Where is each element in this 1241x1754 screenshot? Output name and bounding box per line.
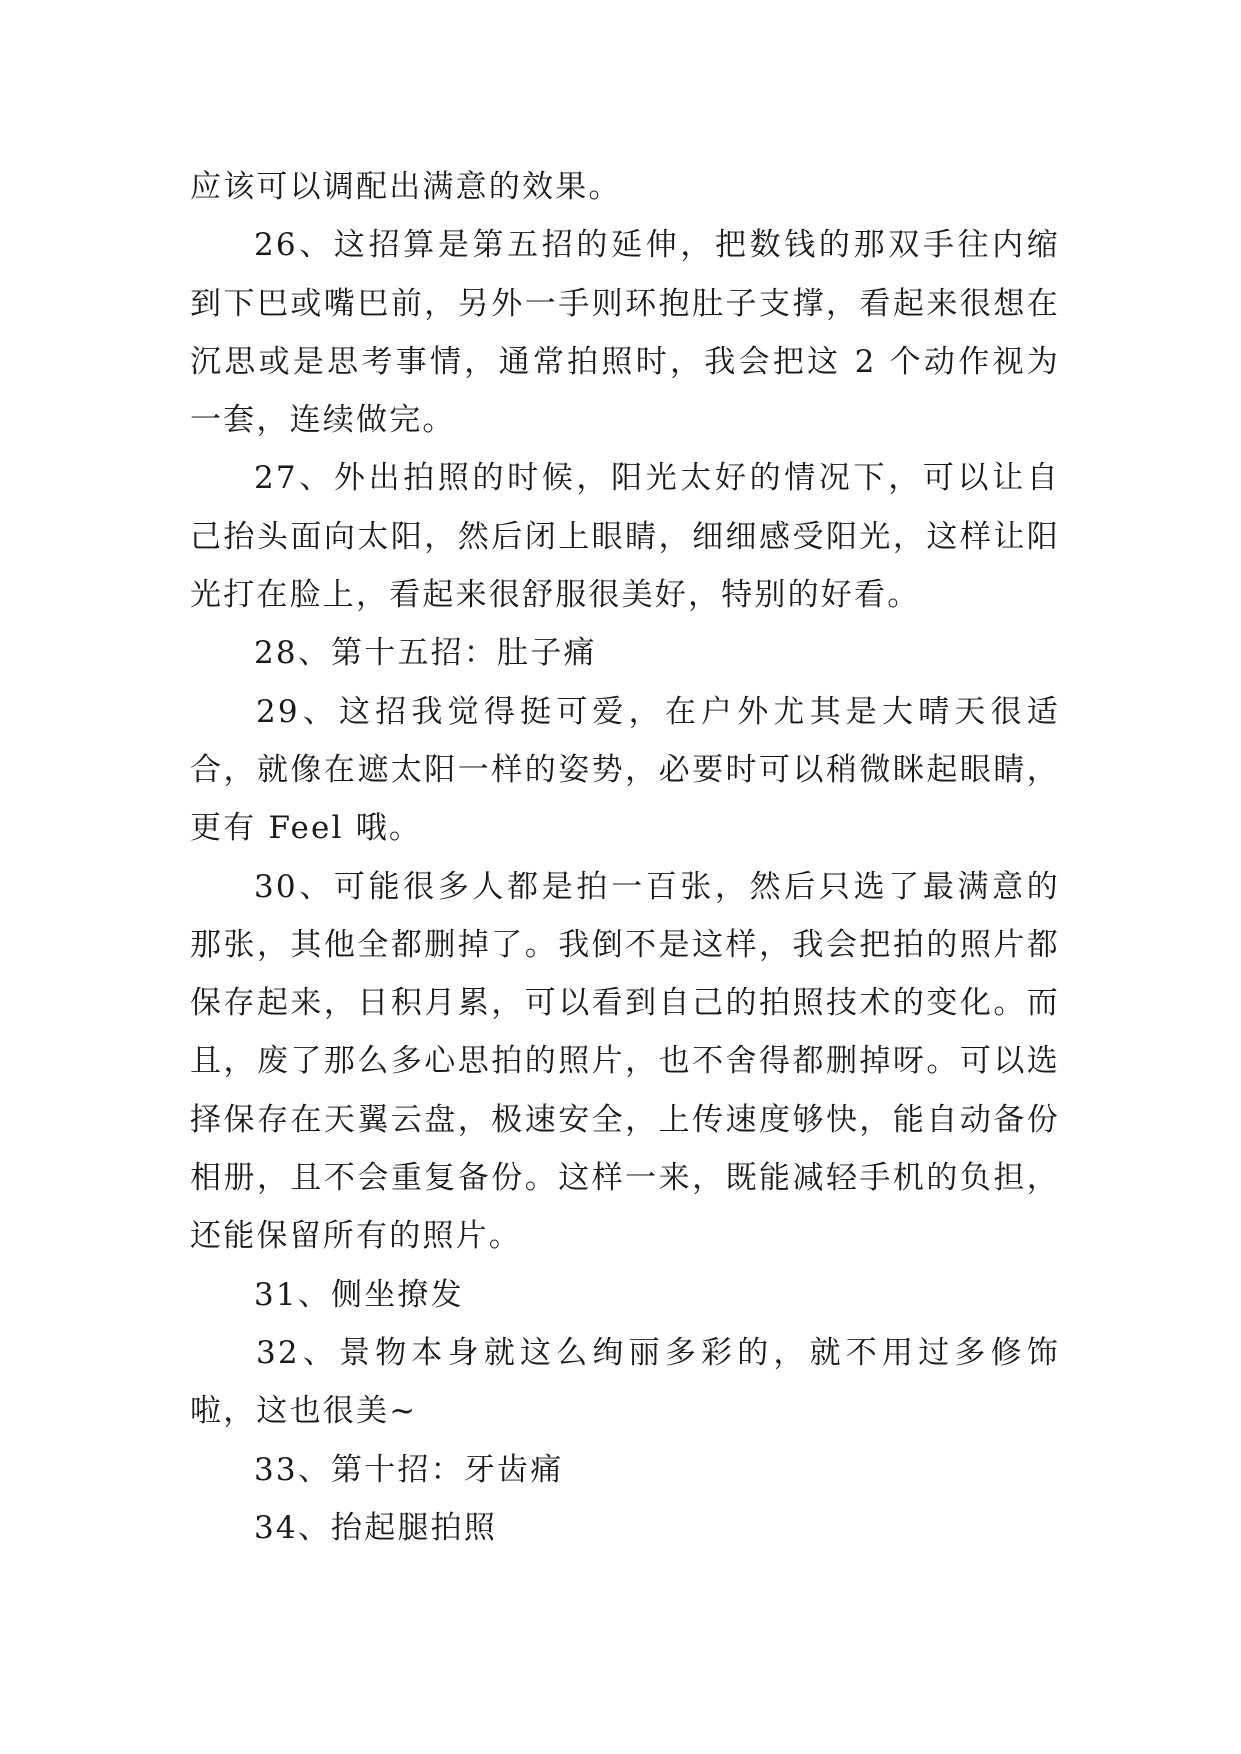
paragraph-29: 29、这招我觉得挺可爱，在户外尤其是大晴天很适合，就像在遮太阳一样的姿势，必要时可以稍微眯起眼睛，更有 Feel 哦。: [190, 693, 1060, 847]
paragraph-32: 32、景物本身就这么绚丽多彩的，就不用过多修饰啦，这也很美~: [190, 1334, 1060, 1430]
document-body: [190, 158, 1060, 1557]
paragraph-34: 34、抬起腿拍照: [254, 1509, 498, 1546]
paragraph-31: 31、侧坐撩发: [254, 1276, 464, 1313]
paragraph-26: 26、这招算是第五招的延伸，把数钱的那双手往内缩到下巴或嘴巴前，另外一手则环抱肚子支撑，看起来很想在沉思或是思考事情，通常拍照时，我会把这 2 个动作视为一套，连续做完。: [190, 227, 1060, 439]
paragraph-continuation: 应该可以调配出满意的效果。: [190, 169, 622, 205]
paragraph-33: 33、第十招：牙齿痛: [254, 1451, 564, 1488]
paragraph-28: 28、第十五招：肚子痛: [254, 635, 597, 672]
paragraph-27: 27、外出拍照的时候，阳光太好的情况下，可以让自己抬头面向太阳，然后闭上眼睛，细细感受阳光，这样让阳光打在脸上，看起来很舒服很美好，特别的好看。: [190, 460, 1060, 614]
paragraph-30: 30、可能很多人都是拍一百张，然后只选了最满意的那张，其他全都删掉了。我倒不是这样，我会把拍的照片都保存起来，日积月累，可以看到自己的拍照技术的变化。而且，废了那么多心思拍的照片，也不舍得都删掉呀。可以选择保存在天翼云盘，极速安全，上传速度够快，能自动备份相册，且不会重复备份。这样一来，既能减轻手机的负担，还能保留所有的照片。: [190, 868, 1060, 1255]
